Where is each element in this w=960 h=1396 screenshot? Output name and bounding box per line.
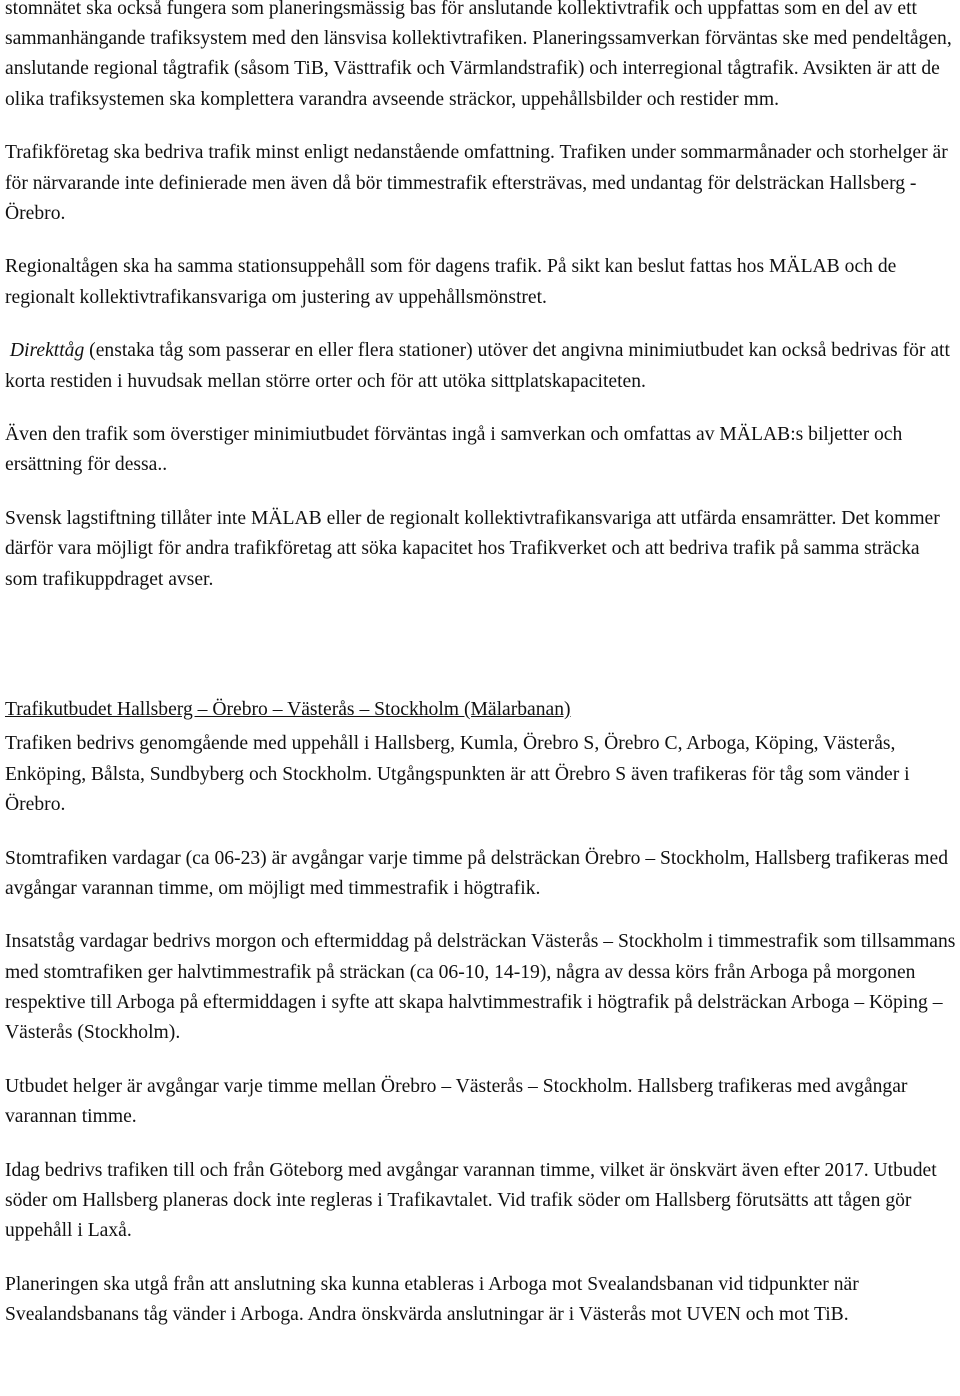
- paragraph-direct-trains: [5, 336, 957, 396]
- paragraph-planning-cooperation: stomnätet ska också fungera som planeringsmässig bas för anslutande kollektivtrafik och uppfattas som en del av ett sammanhängande trafiksystem med den länsvisa kollektivtrafiken. Planeringssamverkan förväntas ske med pendeltågen, anslutande regional tågtrafik (såsom TiB, Västtrafik och Värmlandstrafik) och interregional tågtrafik. Avsikten är att de olika trafiksystemen ska komplettera varandra avseende sträckor, uppehållsbilder och restider mm.: [5, 0, 952, 110]
- paragraph-gothenburg: Idag bedrivs trafiken till och från Göteborg med avgångar varannan timme, vilket är önskvärt även efter 2017. Utbudet söder om Hallsberg planeras dock inte regleras i Trafikavtalet. Vid trafik söder om Hallsberg förutsätts att tågen gör uppehåll i Laxå.: [5, 1159, 937, 1242]
- direct-trains-text: (enstaka tåg som passerar en eller flera stationer) utöver det angivna minimiutbudet kan också bedrivas för att korta restiden i huvudsak mellan större orter och för att utöka sittplatskapaciteten.: [5, 340, 950, 392]
- paragraph-weekend-service: Utbudet helger är avgångar varje timme mellan Örebro – Västerås – Stockholm. Hallsberg trafikeras med avgångar varannan timme.: [5, 1075, 908, 1127]
- paragraph-legislation: Svensk lagstiftning tillåter inte MÄLAB eller de regionalt kollektivtrafikansvariga att utfärda ensamrätter. Det kommer därför vara möjligt för andra trafikföretag att söka kapacitet hos Trafikverket och att bedriva trafik på samma sträcka som trafikuppdraget avser.: [5, 508, 940, 590]
- paragraph-stops: Trafiken bedrivs genomgående med uppehåll i Hallsberg, Kumla, Örebro S, Örebro C, Arboga, Köping, Västerås, Enköping, Bålsta, Sundbyberg och Stockholm. Utgångspunkten är att Örebro S även trafikeras för tåg som vänder i Örebro.: [5, 733, 910, 815]
- document-page: [5, 0, 957, 1354]
- paragraph-extra-traffic: Även den trafik som överstiger minimiutbudet förväntas ingå i samverkan och omfattas av MÄLAB:s biljetter och ersättning för dessa..: [5, 424, 903, 476]
- direct-trains-term: Direkttåg: [9, 340, 85, 362]
- section-heading: Trafikutbudet Hallsberg – Örebro – Västerås – Stockholm (Mälarbanan): [5, 699, 571, 721]
- paragraph-extra-trains: Insatståg vardagar bedrivs morgon och eftermiddag på delsträckan Västerås – Stockholm i timmestrafik som tillsammans med stomtrafiken ger halvtimmestrafik på sträckan (ca 06-10, 14-19), några av dessa körs från Arboga på morgonen respektive till Arboga på eftermiddagen i syfte att skapa halvtimmestrafik i högtrafik på delsträckan Arboga – Köping – Västerås (Stockholm).: [5, 931, 956, 1044]
- paragraph-station-stops: Regionaltågen ska ha samma stationsuppehåll som för dagens trafik. På sikt kan beslut fattas hos MÄLAB och de regionalt kollektivtrafikansvariga om justering av uppehållsmönstret.: [5, 256, 897, 308]
- paragraph-connections: Planeringen ska utgå från att anslutning ska kunna etableras i Arboga mot Svealandsbanan vid tidpunkter när Svealandsbanans tåg vänder i Arboga. Andra önskvärda anslutningar är i Västerås mot UVEN och mot TiB.: [5, 1273, 859, 1325]
- section-spacer: [5, 618, 957, 695]
- paragraph-core-traffic: Stomtrafiken vardagar (ca 06-23) är avgångar varje timme på delsträckan Örebro – Stockholm, Hallsberg trafikeras med avgångar varannan timme, om möjligt med timmestrafik i högtrafik.: [5, 847, 949, 899]
- paragraph-traffic-scope: Trafikföretag ska bedriva trafik minst enligt nedanstående omfattning. Trafiken under sommarmånader och storhelger är för närvarande inte definierade men även då bör timmestrafik eftersträvas, med undantag för delsträckan Hallsberg - Örebro.: [5, 142, 948, 224]
